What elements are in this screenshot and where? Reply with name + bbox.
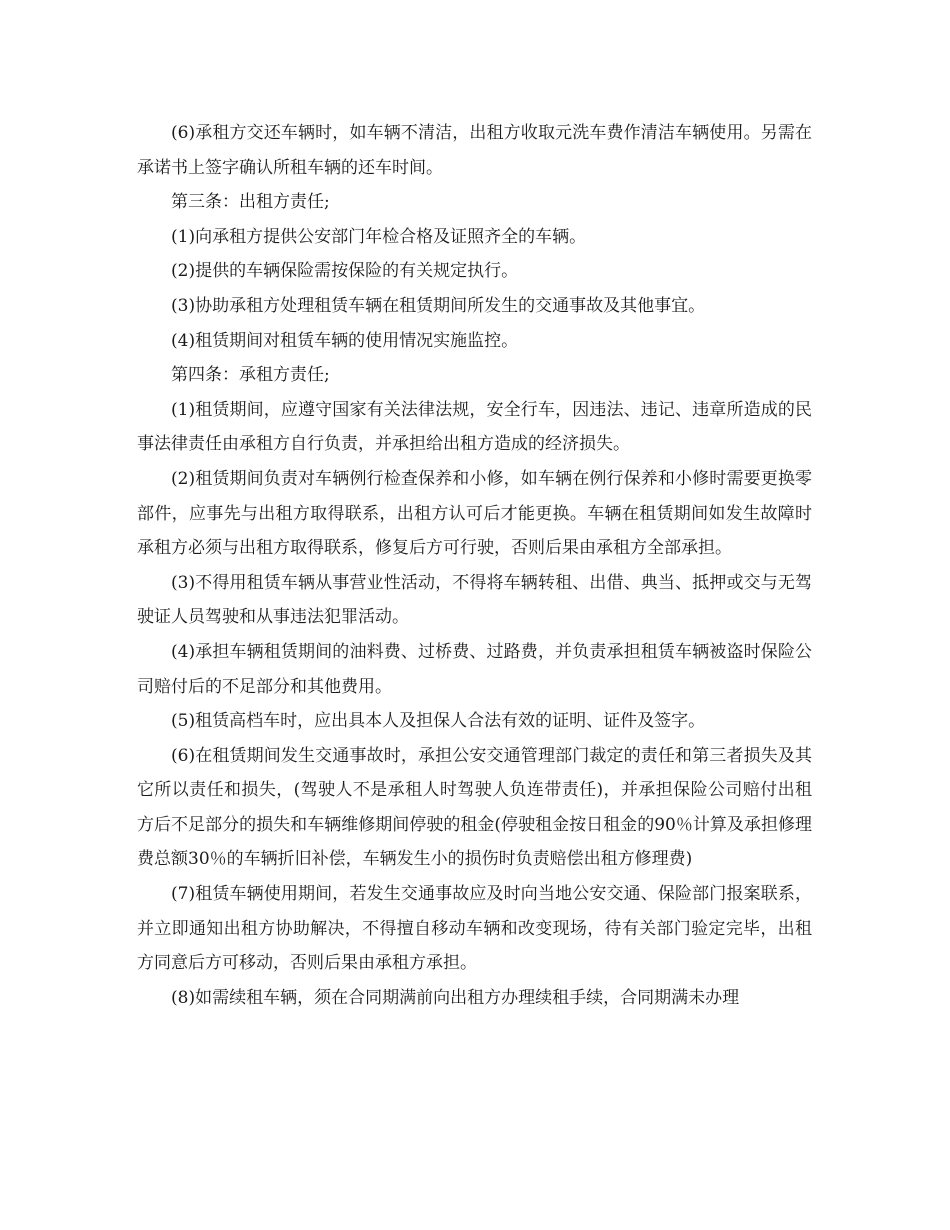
paragraph-clause-4-item-8: (8)如需续租车辆，须在合同期满前向出租方办理续租手续，合同期满未办理 bbox=[171, 987, 740, 1008]
paragraph-clause-4-item-7: (7)租赁车辆使用期间，若发生交通事故应及时向当地公安交通、保险部门报案联系，并立即通知出租方协助解决，不得擅自移动车辆和改变现场，待有关部门验定完毕，出租方同意后方可移动，否则后果由承租方承担。 bbox=[137, 884, 812, 974]
paragraph-clause-4-item-3: (3)不得用租赁车辆从事营业性活动，不得将车辆转租、出借、典当、抵押或交与无驾驶证人员驾驶和从事违法犯罪活动。 bbox=[137, 572, 812, 628]
paragraph-clause-4-item-4: (4)承担车辆租赁期间的油料费、过桥费、过路费，并负责承担租赁车辆被盗时保险公司赔付后的不足部分和其他费用。 bbox=[137, 641, 812, 697]
paragraph-clause-4-item-2: (2)租赁期间负责对车辆例行检查保养和小修，如车辆在例行保养和小修时需要更换零部件，应事先与出租方取得联系，出租方认可后才能更换。车辆在租赁期间如发生故障时承租方必须与出租方取得联系，修复后方可行驶，否则后果由承租方全部承担。 bbox=[137, 468, 812, 559]
paragraph-clause-3-item-3: (3)协助承租方处理租赁车辆在租赁期间所发生的交通事故及其他事宜。 bbox=[171, 295, 706, 316]
heading-article-4: 第四条：承租方责任; bbox=[171, 365, 330, 386]
paragraph-clause-4-item-1: (1)租赁期间，应遵守国家有关法律法规，安全行车，因违法、违记、违章所造成的民事法律责任由承租方自行负责，并承担给出租方造成的经济损失。 bbox=[137, 399, 812, 455]
paragraph-clause-3-item-2: (2)提供的车辆保险需按保险的有关规定执行。 bbox=[171, 261, 519, 282]
paragraph-clause-2-item-6: (6)承租方交还车辆时，如车辆不清洁，出租方收取元洗车费作清洁车辆使用。另需在承诺书上签字确认所租车辆的还车时间。 bbox=[137, 123, 812, 178]
document-body bbox=[137, 116, 812, 1015]
paragraph-clause-3-item-4: (4)租赁期间对租赁车辆的使用情况实施监控。 bbox=[171, 330, 519, 351]
heading-article-3: 第三条：出租方责任; bbox=[171, 192, 330, 213]
paragraph-clause-3-item-1: (1)向承租方提供公安部门年检合格及证照齐全的车辆。 bbox=[171, 226, 587, 247]
paragraph-clause-4-item-5: (5)租赁高档车时，应出具本人及担保人合法有效的证明、证件及签字。 bbox=[171, 711, 706, 732]
paragraph-clause-4-item-6: (6)在租赁期间发生交通事故时，承担公安交通管理部门裁定的责任和第三者损失及其它所以责任和损失，(驾驶人不是承租人时驾驶人负连带责任)，并承担保险公司赔付出租方后不足部分的损失和车辆维修期间停驶的租金(停驶租金按日租金的90％计算及承担修理费总额30％的车辆折旧补偿，车辆发生小的损伤时负责赔偿出租方修理费) bbox=[137, 745, 812, 870]
